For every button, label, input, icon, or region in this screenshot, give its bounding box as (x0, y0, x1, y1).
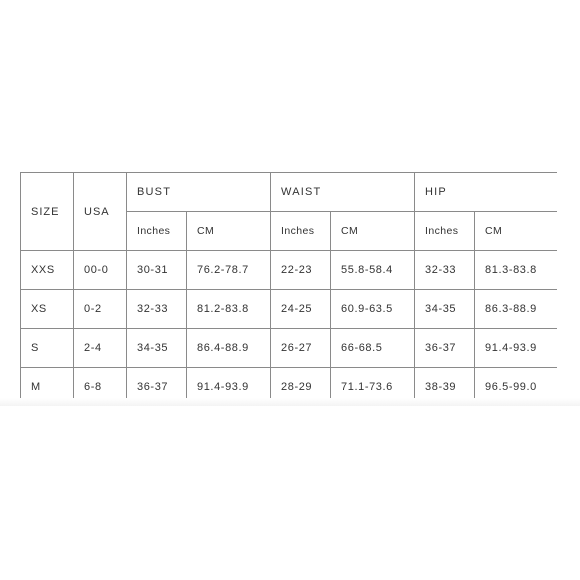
size-column-header: SIZE (21, 173, 74, 251)
usa-cell: 6-8 (74, 368, 127, 401)
bust-inches-cell: 30-31 (127, 251, 187, 290)
waist-group-header: WAIST (271, 173, 415, 212)
waist-inches-cell: 24-25 (271, 290, 331, 329)
bust-inches-cell: 32-33 (127, 290, 187, 329)
hip-cm-cell: 86.3-88.9 (475, 290, 557, 329)
bust-inches-cell: 34-35 (127, 329, 187, 368)
usa-cell: 0-2 (74, 290, 127, 329)
table-row (21, 251, 558, 290)
hip-cm-cell: 81.3-83.8 (475, 251, 557, 290)
waist-cm-cell: 60.9-63.5 (331, 290, 415, 329)
hip-inches-cell: 38-39 (415, 368, 475, 401)
hip-cm-cell: 96.5-99.0 (475, 368, 557, 401)
size-chart-container (20, 172, 557, 400)
usa-cell: 00-0 (74, 251, 127, 290)
hip-inches-cell: 32-33 (415, 251, 475, 290)
waist-inches-header: Inches (271, 212, 331, 251)
table-row (21, 329, 558, 368)
bust-cm-cell: 86.4-88.9 (187, 329, 271, 368)
bust-cm-cell: 76.2-78.7 (187, 251, 271, 290)
bust-cm-cell: 81.2-83.8 (187, 290, 271, 329)
waist-inches-cell: 22-23 (271, 251, 331, 290)
hip-cm-cell: 91.4-93.9 (475, 329, 557, 368)
waist-cm-cell: 55.8-58.4 (331, 251, 415, 290)
bust-cm-cell: 91.4-93.9 (187, 368, 271, 401)
bust-inches-cell: 36-37 (127, 368, 187, 401)
waist-cm-cell: 66-68.5 (331, 329, 415, 368)
usa-column-header: USA (74, 173, 127, 251)
size-cell: S (21, 329, 74, 368)
group-header-row (21, 173, 558, 212)
table-row (21, 368, 558, 401)
size-cell: XS (21, 290, 74, 329)
waist-inches-cell: 28-29 (271, 368, 331, 401)
hip-inches-cell: 36-37 (415, 329, 475, 368)
size-cell: M (21, 368, 74, 401)
size-chart-table (20, 172, 557, 400)
hip-inches-cell: 34-35 (415, 290, 475, 329)
hip-inches-header: Inches (415, 212, 475, 251)
table-row (21, 290, 558, 329)
hip-group-header: HIP (415, 173, 557, 212)
size-cell: XXS (21, 251, 74, 290)
bust-cm-header: CM (187, 212, 271, 251)
hip-cm-header: CM (475, 212, 557, 251)
cutoff-fade (0, 398, 580, 406)
bust-inches-header: Inches (127, 212, 187, 251)
usa-cell: 2-4 (74, 329, 127, 368)
waist-cm-cell: 71.1-73.6 (331, 368, 415, 401)
waist-inches-cell: 26-27 (271, 329, 331, 368)
waist-cm-header: CM (331, 212, 415, 251)
bust-group-header: BUST (127, 173, 271, 212)
